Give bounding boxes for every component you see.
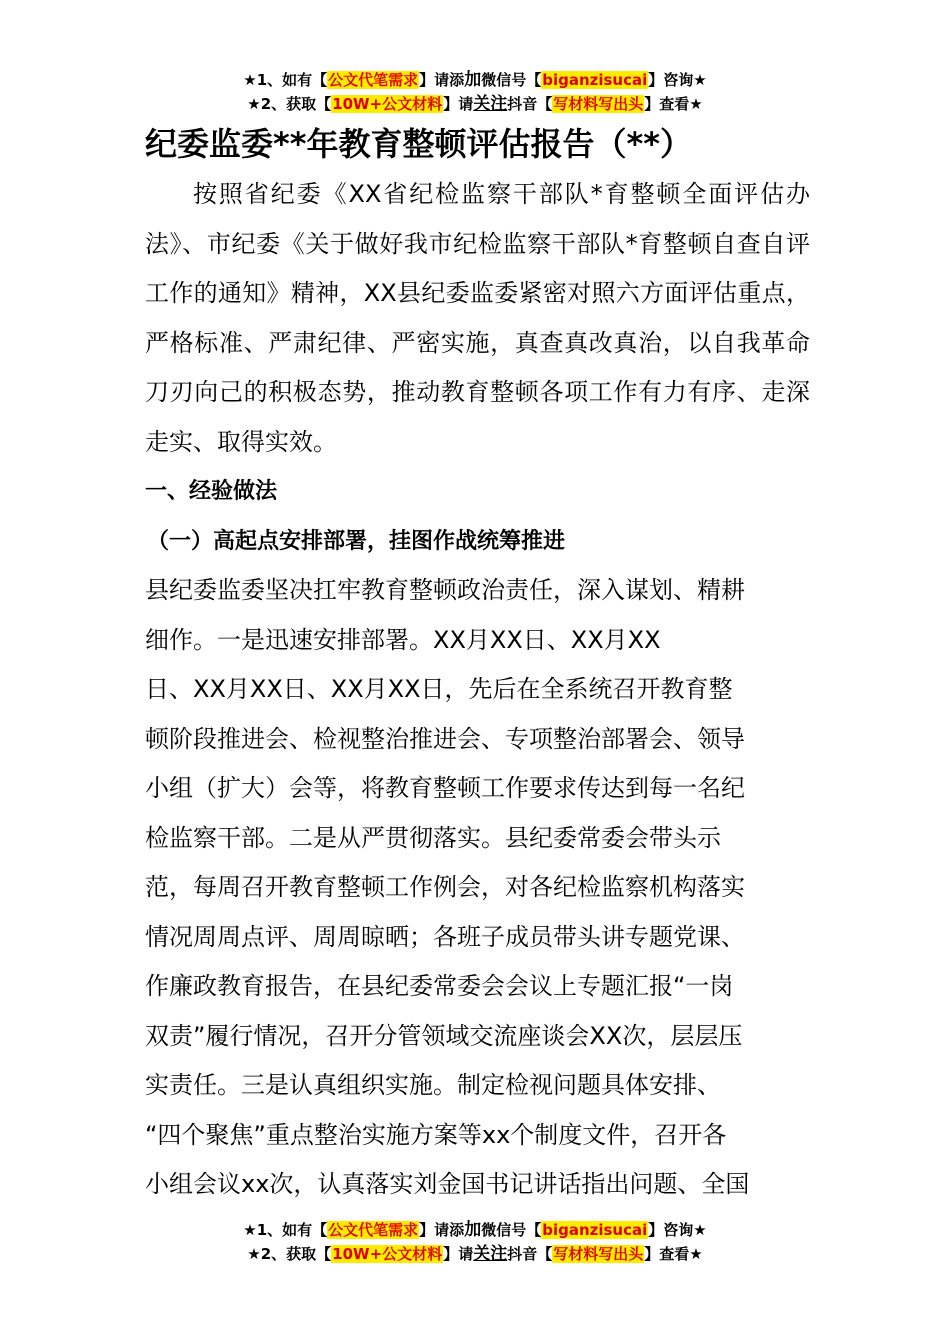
body-line: 小组会议xx次，认真落实刘金国书记讲话指出问题、全国 [145, 1170, 750, 1198]
banner-highlight: 公文代笔需求 [328, 1221, 419, 1239]
banner-highlight: biganzisucai [542, 71, 648, 89]
section-heading: 一、经验做法 [145, 479, 278, 504]
footer-banner [0, 1218, 950, 1266]
body-line: 情况周周点评、周周晾晒；各班子成员带头讲专题党课、 [145, 922, 745, 951]
subsection-heading: （一）高起点安排部署，挂图作战统筹推进 [147, 528, 566, 554]
document-title: 纪委监委**年教育整顿评估报告（**） [145, 125, 692, 163]
body-line: 日、XX月XX日、XX月XX日，先后在全系统召开教育整 [145, 675, 733, 703]
body-line: 范，每周召开教育整顿工作例会，对各纪检监察机构落实 [145, 873, 745, 901]
banner-line-2: ★2、获取【10W+公文材料】请关注抖音【写材料写出头】查看★ [247, 1244, 703, 1264]
banner-highlight: 公文代笔需求 [328, 71, 419, 89]
body-line: 小组（扩大）会等，将教育整顿工作要求传达到每一名纪 [145, 774, 745, 802]
body-line: 实责任。三是认真组织实施。制定检视问题具体安排、 [145, 1071, 721, 1099]
body-line: 双责”履行情况，召开分管领域交流座谈会XX次，层层压 [145, 1021, 743, 1050]
banner-line-2: ★2、获取【10W+公文材料】请关注抖音【写材料写出头】查看★ [247, 94, 703, 114]
body-line: 细作。一是迅速安排部署。XX月XX日、XX月XX [145, 625, 661, 654]
banner-highlight: 写材料写出头 [553, 1245, 644, 1263]
banner-highlight: biganzisucai [542, 1221, 648, 1239]
banner-highlight: 写材料写出头 [553, 95, 644, 113]
document-body [145, 118, 810, 1210]
banner-highlight: 10W+公文材料 [332, 1245, 443, 1263]
body-line: 作廉政教育报告，在县纪委常委会会议上专题汇报“一岗 [145, 972, 734, 1000]
body-line: 顿阶段推进会、检视整治推进会、专项整治部署会、领导 [145, 724, 745, 753]
body-line: 县纪委监委坚决扛牢教育整顿政治责任，深入谋划、精耕 [145, 576, 745, 604]
banner-line-1: ★1、如有【公文代笔需求】请添加微信号【biganzisucai】咨询★ [243, 70, 707, 90]
header-banner [0, 68, 950, 116]
banner-highlight: 10W+公文材料 [332, 95, 443, 113]
body-line: 检监察干部。二是从严贯彻落实。县纪委常委会带头示 [145, 823, 721, 852]
body-text [145, 566, 810, 1210]
banner-line-1: ★1、如有【公文代笔需求】请添加微信号【biganzisucai】咨询★ [243, 1220, 707, 1240]
intro-paragraph: 按照省纪委《XX省纪检监察干部队*育整顿全面评估办法》、市纪委《关于做好我市纪检监察干部队*育整顿自查自评工作的通知》精神，XX县纪委监委紧密对照六方面评估重点，严格标准、严肃纪律、严密实施，真查真改真治，以自我革命刀刃向己的积极态势，推动教育整顿各项工作有力有序、走深走实、取得实效。 [145, 180, 810, 456]
body-line: “四个聚焦”重点整治实施方案等xx个制度文件，召开各 [145, 1120, 727, 1149]
